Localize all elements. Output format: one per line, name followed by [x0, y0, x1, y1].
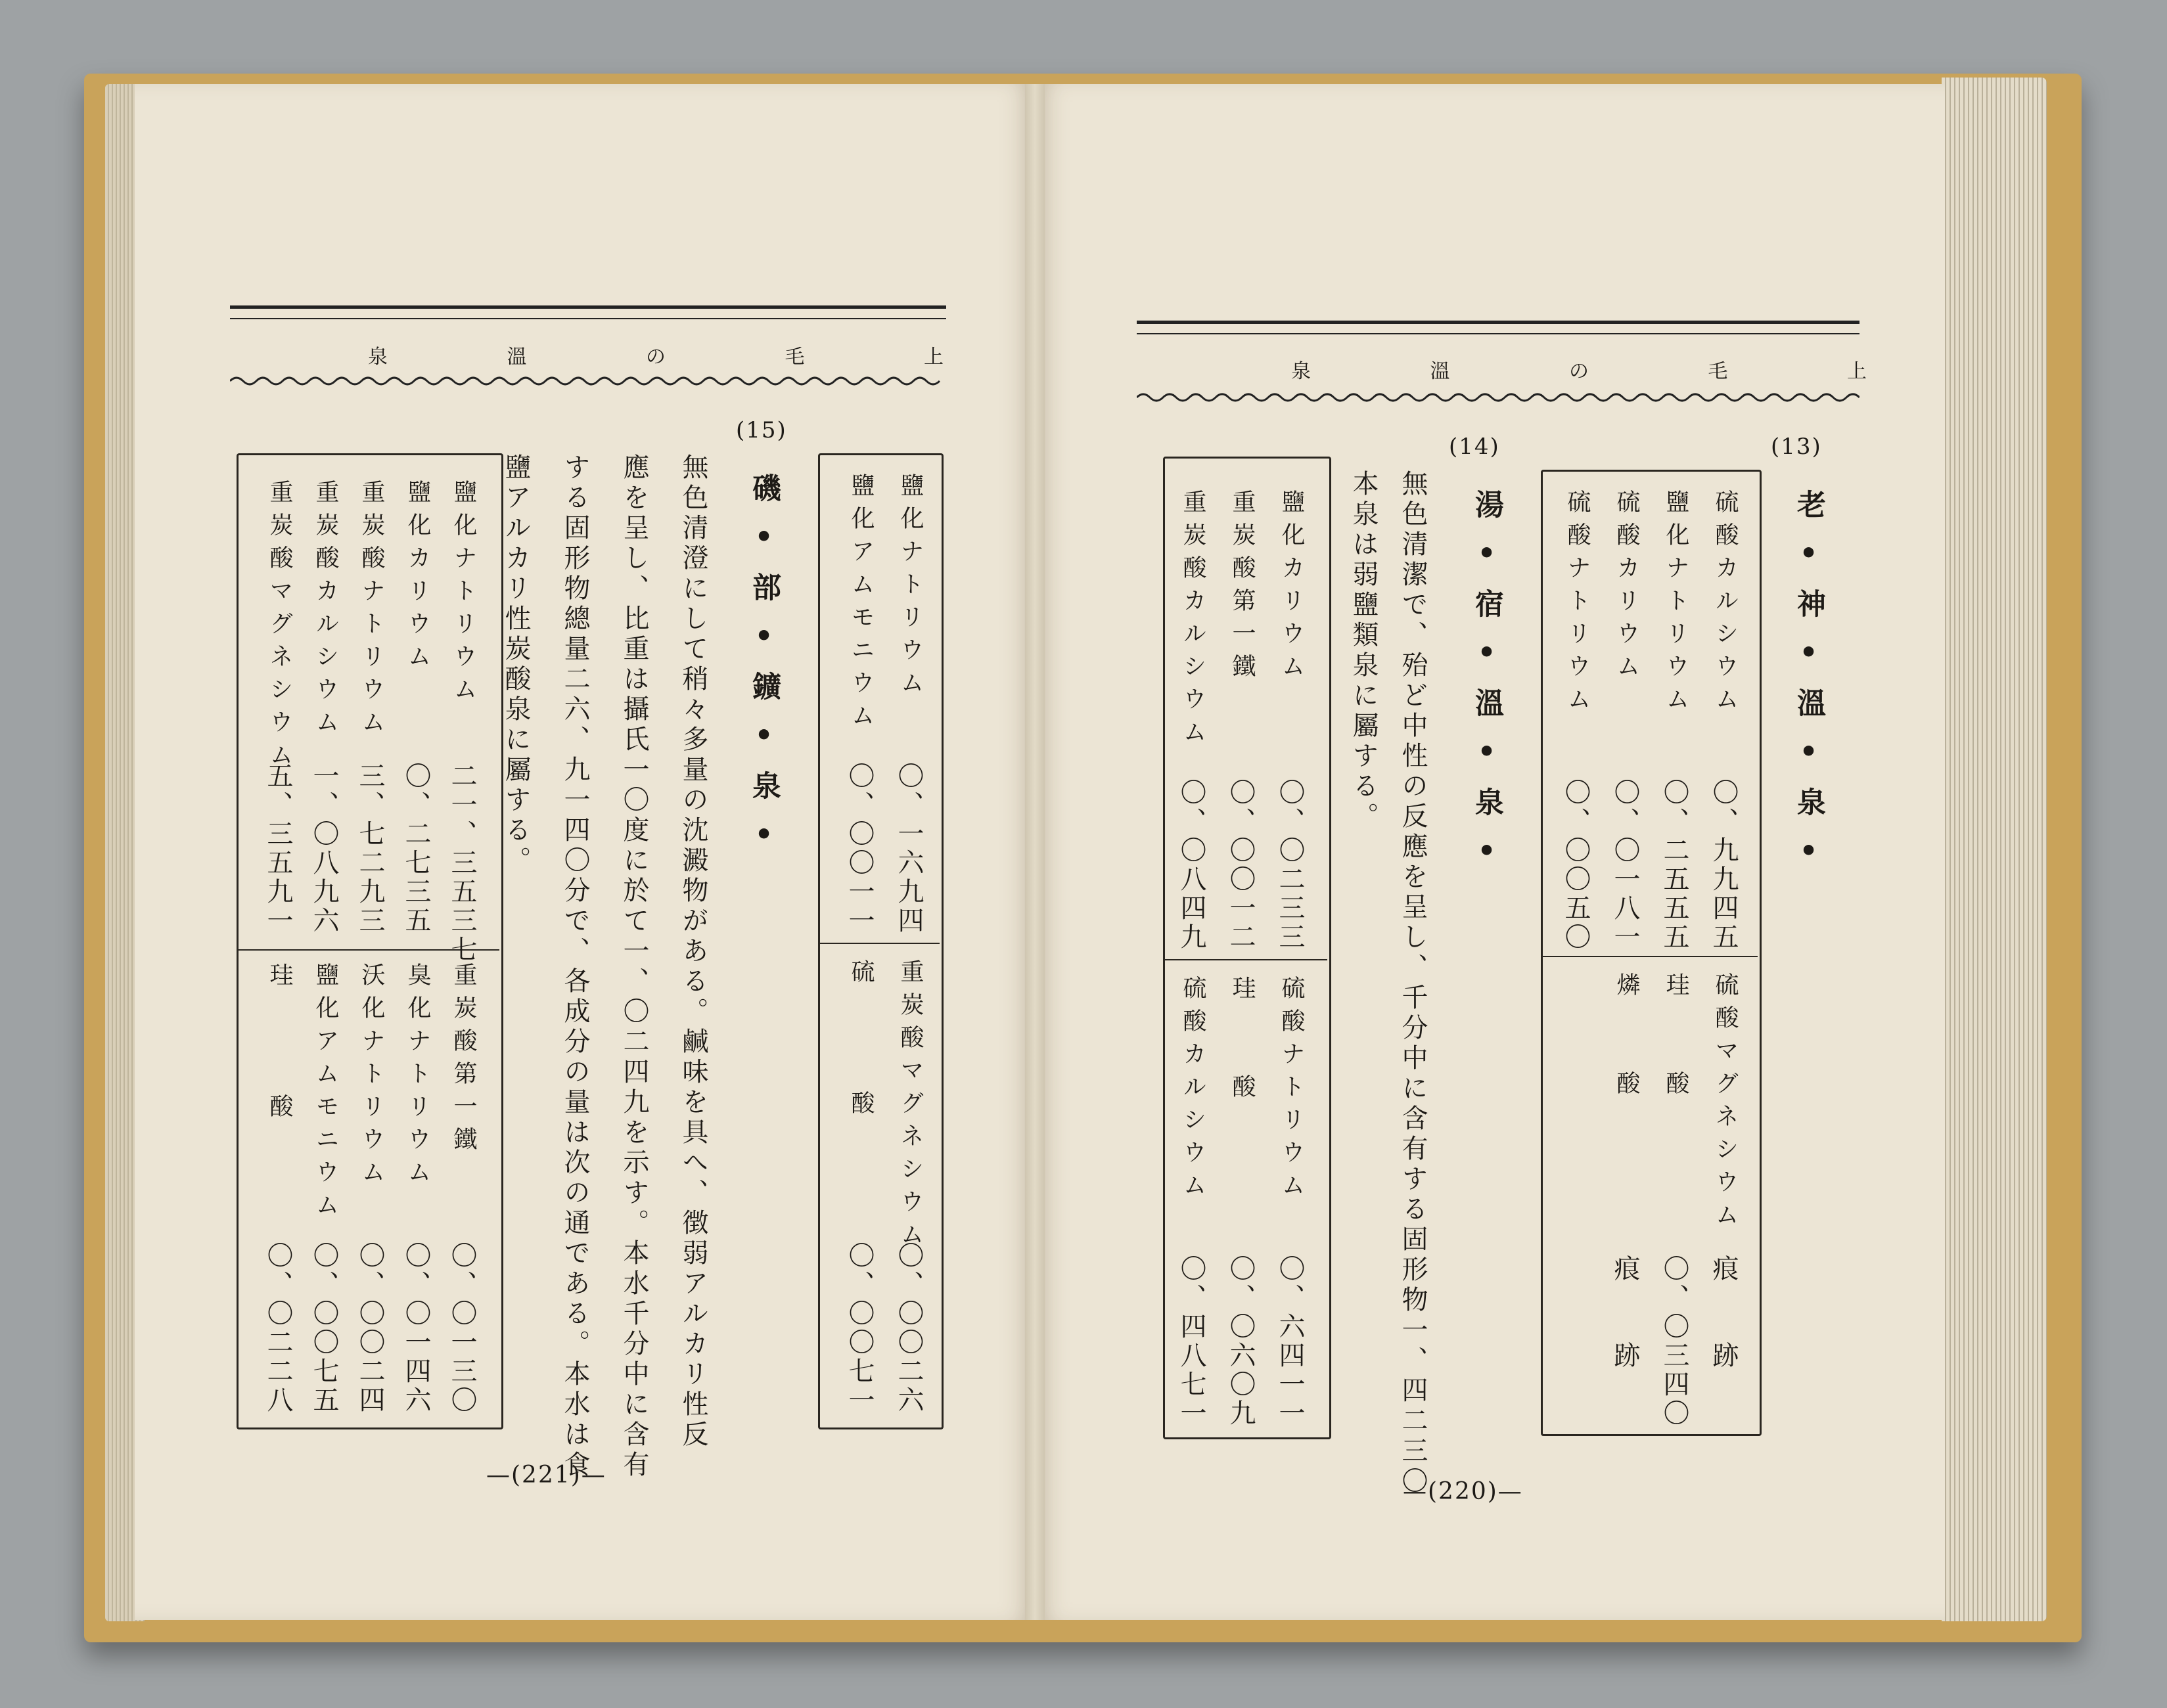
table-cell-value: 〇、〇八四九: [1176, 778, 1206, 952]
table-cell-name: 鹽化ナトリウム: [897, 473, 924, 703]
prose-line: 無色清潔で、殆ど中性の反應を呈し、千分中に含有する固形物一、四二三〇: [1398, 470, 1428, 1497]
gutter: [1025, 84, 1045, 1620]
header-char: 溫: [507, 346, 530, 369]
header-char: の: [1569, 360, 1591, 383]
section-number: (13): [1771, 434, 1822, 460]
table-cell-name: 重炭酸ナトリウム: [358, 480, 385, 742]
table-divider: [818, 943, 940, 944]
table-cell-value: 〇、〇三四〇: [1659, 1255, 1689, 1428]
table-cell-name: 鹽化アムモニウム: [848, 473, 875, 736]
table-cell-name: 重炭酸カルシウム: [1179, 489, 1206, 752]
table-cell-value: 〇、一六九四: [894, 762, 924, 935]
table-cell-name: 鹽化ナトリウム: [1662, 489, 1689, 719]
table-cell-value: 〇、〇二二八: [263, 1242, 293, 1415]
table-cell-name: 珪 酸: [266, 962, 293, 1127]
table-cell-name: 硫酸カリウム: [1613, 489, 1640, 686]
table-cell-value: 〇、〇〇七一: [844, 1242, 875, 1415]
table-cell-value: 三、七二九三: [355, 762, 385, 935]
table-cell-value: 〇、六四一一: [1275, 1255, 1305, 1428]
table-cell-value: 〇、〇六〇九: [1225, 1255, 1256, 1428]
table-cell-name: 重炭酸カルシウム: [312, 480, 339, 742]
table-cell-name: 燐 酸: [1613, 972, 1640, 1104]
table-cell-value: 〇、〇〇一一: [844, 762, 875, 935]
table-cell-name: 硫 酸: [848, 959, 875, 1123]
prose-line: する固形物總量二六、九一四〇分で、各成分の量は次の通である。本水は食: [560, 453, 590, 1481]
header-char: の: [646, 346, 668, 369]
table-cell-value: 〇、二五五五: [1659, 778, 1689, 952]
prose-line: 鹽アルカリ性炭酸泉に屬する。: [501, 453, 531, 876]
section-title: 老•神•溫•泉•: [1792, 489, 1825, 886]
table-cell-value: 〇、〇一八一: [1610, 778, 1640, 952]
table-divider: [1163, 959, 1327, 960]
table-cell-name: 重炭酸マグネシウム: [266, 480, 293, 775]
header-rule: [1137, 321, 1859, 324]
wavy-rule: [230, 374, 946, 388]
table-divider: [1541, 956, 1758, 957]
table-cell-name: 硫酸カルシウム: [1179, 976, 1206, 1205]
table-cell-value: 〇、〇〇二六: [894, 1242, 924, 1415]
table-cell-value: 〇、〇二三三: [1275, 778, 1305, 952]
prose-line: 本泉は弱鹽類泉に屬する。: [1348, 470, 1379, 832]
page-edges-right: [1942, 78, 2047, 1621]
section-number: (15): [736, 417, 787, 443]
page-number: —(220)—: [1403, 1478, 1523, 1505]
table-cell-value: 〇、〇〇七五: [309, 1242, 339, 1415]
table-cell-value: 〇、四八七一: [1176, 1255, 1206, 1428]
table-cell-name: 硫酸カルシウム: [1712, 489, 1739, 719]
table-cell-name: 鹽化アムモニウム: [312, 962, 339, 1225]
header-char: 毛: [785, 346, 808, 369]
table-cell-value: 〇、〇〇二四: [355, 1242, 385, 1415]
header-rule-thin: [1137, 333, 1859, 334]
wavy-rule: [1137, 391, 1859, 404]
table-cell-value: 一、〇八九六: [309, 762, 339, 935]
table-cell-value: 〇、〇〇一二: [1225, 778, 1256, 952]
table-cell-name: 鹽化カリウム: [404, 480, 431, 677]
header-char: 溫: [1430, 360, 1453, 383]
table-cell-name: 珪 酸: [1662, 972, 1689, 1104]
table-cell-value: 二一、三五三七: [447, 762, 477, 964]
table-cell-name: 沃化ナトリウム: [358, 962, 385, 1192]
header-char: 泉: [1291, 360, 1313, 383]
table-cell-value: 〇、〇一三〇: [447, 1242, 477, 1415]
prose-line: 無色清澄にして稍々多量の沈澱物がある。鹹味を具へ、徴弱アルカリ性反: [678, 453, 708, 1450]
table-cell-value: 痕 跡: [1708, 1255, 1739, 1370]
header-rule-thin: [230, 318, 946, 319]
header-char: 泉: [368, 346, 390, 369]
table-cell-value: 〇、〇〇五〇: [1561, 778, 1591, 952]
running-header-left: [368, 340, 946, 369]
table-cell-name: 硫酸マグネシウム: [1712, 972, 1739, 1235]
running-header-right: [1291, 355, 1869, 384]
table-cell-value: 五、三五九一: [263, 762, 293, 935]
table-cell-name: 硫酸ナトリウム: [1564, 489, 1591, 719]
table-cell-value: 痕 跡: [1610, 1255, 1640, 1370]
prose-line: 應を呈し、比重は攝氏一〇度に於て一、〇二四九を示す。本水千分中に含有: [619, 453, 649, 1481]
header-char: 上: [1847, 360, 1869, 383]
table-cell-name: 重炭酸マグネシウム: [897, 959, 924, 1255]
header-rule: [230, 305, 946, 309]
section-number: (14): [1449, 434, 1500, 460]
table-cell-value: 〇、〇一四六: [401, 1242, 431, 1415]
table-cell-name: 鹽化ナトリウム: [450, 480, 477, 709]
header-char: 上: [924, 346, 946, 369]
section-title: 湯•宿•溫•泉•: [1470, 489, 1503, 886]
table-cell-name: 重炭酸第一鐵: [450, 962, 477, 1159]
table-cell-name: 重炭酸第一鐵: [1229, 489, 1256, 686]
page-number: —(221)—: [486, 1462, 606, 1489]
table-cell-name: 珪 酸: [1229, 976, 1256, 1107]
table-cell-value: 〇、九九四五: [1708, 778, 1739, 952]
header-char: 毛: [1708, 360, 1731, 383]
table-cell-name: 硫酸ナトリウム: [1278, 976, 1305, 1205]
section-title: 磯•部•鑛•泉•: [747, 473, 781, 870]
table-cell-name: 鹽化カリウム: [1278, 489, 1305, 686]
table-cell-value: 〇、二七三五: [401, 762, 431, 935]
table-cell-name: 臭化ナトリウム: [404, 962, 431, 1192]
